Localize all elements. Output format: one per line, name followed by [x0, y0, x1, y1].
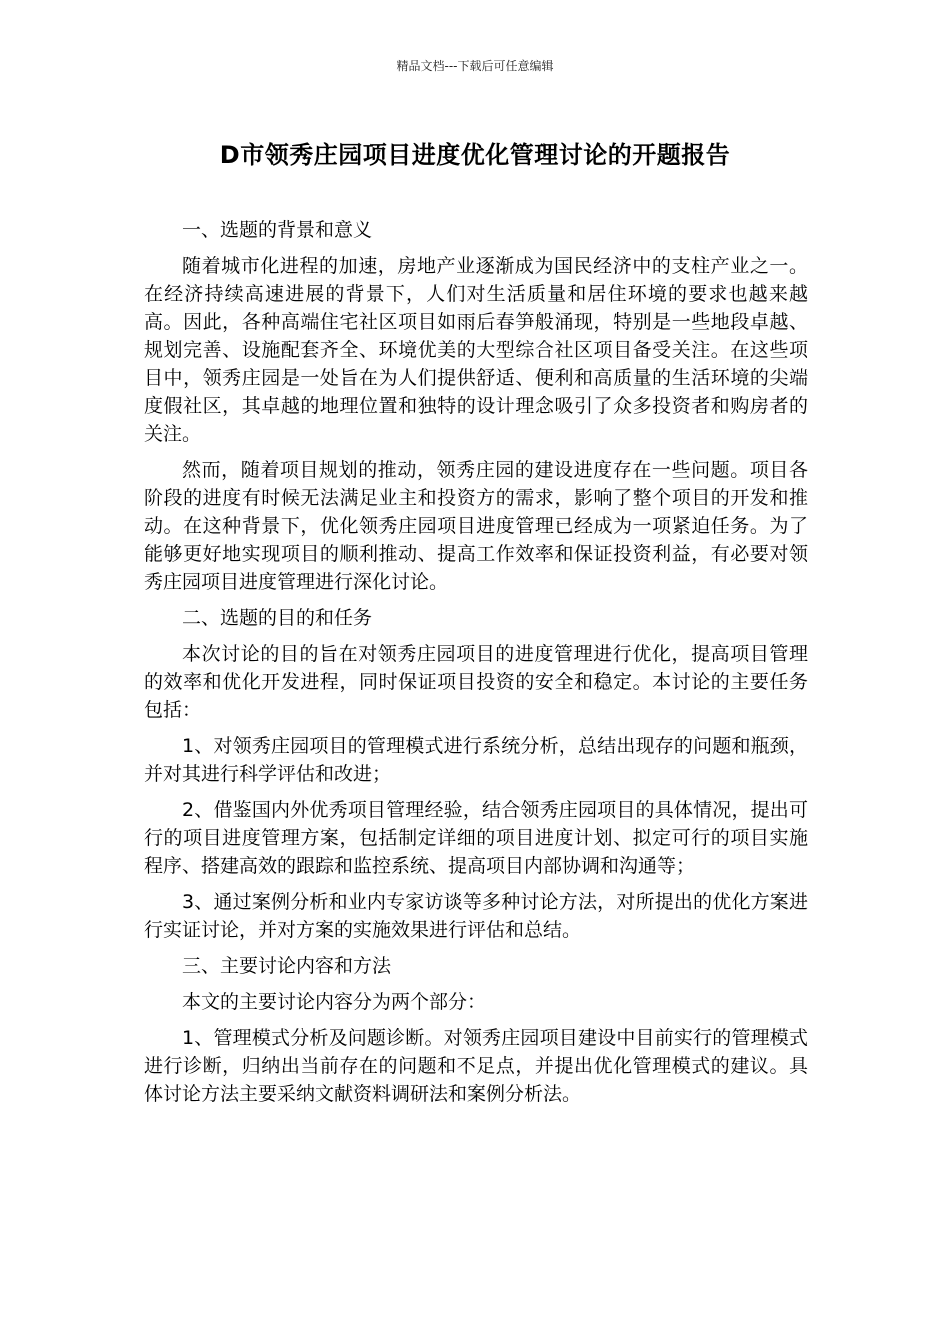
list-item: 2、借鉴国内外优秀项目管理经验，结合领秀庄园项目的具体情况，提出可行的项目进度管理方案，包括制定详细的项目进度计划、拟定可行的项目实施程序、搭建高效的跟踪和监控系统、提高项目内部协调和沟通等；: [144, 799, 808, 877]
body-paragraph: 本文的主要讨论内容分为两个部分：: [182, 991, 487, 1013]
section-heading: 二、选题的目的和任务: [182, 607, 373, 629]
list-item: 1、对领秀庄园项目的管理模式进行系统分析，总结出现存的问题和瓶颈，并对其进行科学评估和改进；: [144, 735, 808, 785]
page-header: 精品文档---下载后可任意编辑: [396, 59, 554, 73]
document-title: D市领秀庄园项目进度优化管理讨论的开题报告: [219, 141, 731, 169]
body-paragraph: 本次讨论的目的旨在对领秀庄园项目的进度管理进行优化，提高项目管理的效率和优化开发进程，同时保证项目投资的安全和稳定。本讨论的主要任务包括：: [144, 643, 808, 721]
section-heading: 三、主要讨论内容和方法: [182, 955, 392, 977]
body-paragraph: 然而，随着项目规划的推动，领秀庄园的建设进度存在一些问题。项目各阶段的进度有时候无法满足业主和投资方的需求，影响了整个项目的开发和推动。在这种背景下，优化领秀庄园项目进度管理已经成为一项紧迫任务。为了能够更好地实现项目的顺利推动、提高工作效率和保证投资利益，有必要对领秀庄园项目进度管理进行深化讨论。: [144, 459, 808, 593]
section-heading: 一、选题的背景和意义: [182, 219, 373, 241]
list-item: 1、管理模式分析及问题诊断。对领秀庄园项目建设中目前实行的管理模式进行诊断，归纳出当前存在的问题和不足点，并提出优化管理模式的建议。具体讨论方法主要采纳文献资料调研法和案例分析法。: [144, 1027, 808, 1105]
list-item: 3、通过案例分析和业内专家访谈等多种讨论方法，对所提出的优化方案进行实证讨论，并对方案的实施效果进行评估和总结。: [144, 891, 808, 941]
body-paragraph: 随着城市化进程的加速，房地产业逐渐成为国民经济中的支柱产业之一。在经济持续高速进展的背景下，人们对生活质量和居住环境的要求也越来越高。因此，各种高端住宅社区项目如雨后春笋般涌现，特别是一些地段卓越、规划完善、设施配套齐全、环境优美的大型综合社区项目备受关注。在这些项目中，领秀庄园是一处旨在为人们提供舒适、便利和高质量的生活环境的尖端度假社区，其卓越的地理位置和独特的设计理念吸引了众多投资者和购房者的关注。: [144, 255, 808, 445]
document-body: [144, 216, 808, 1116]
